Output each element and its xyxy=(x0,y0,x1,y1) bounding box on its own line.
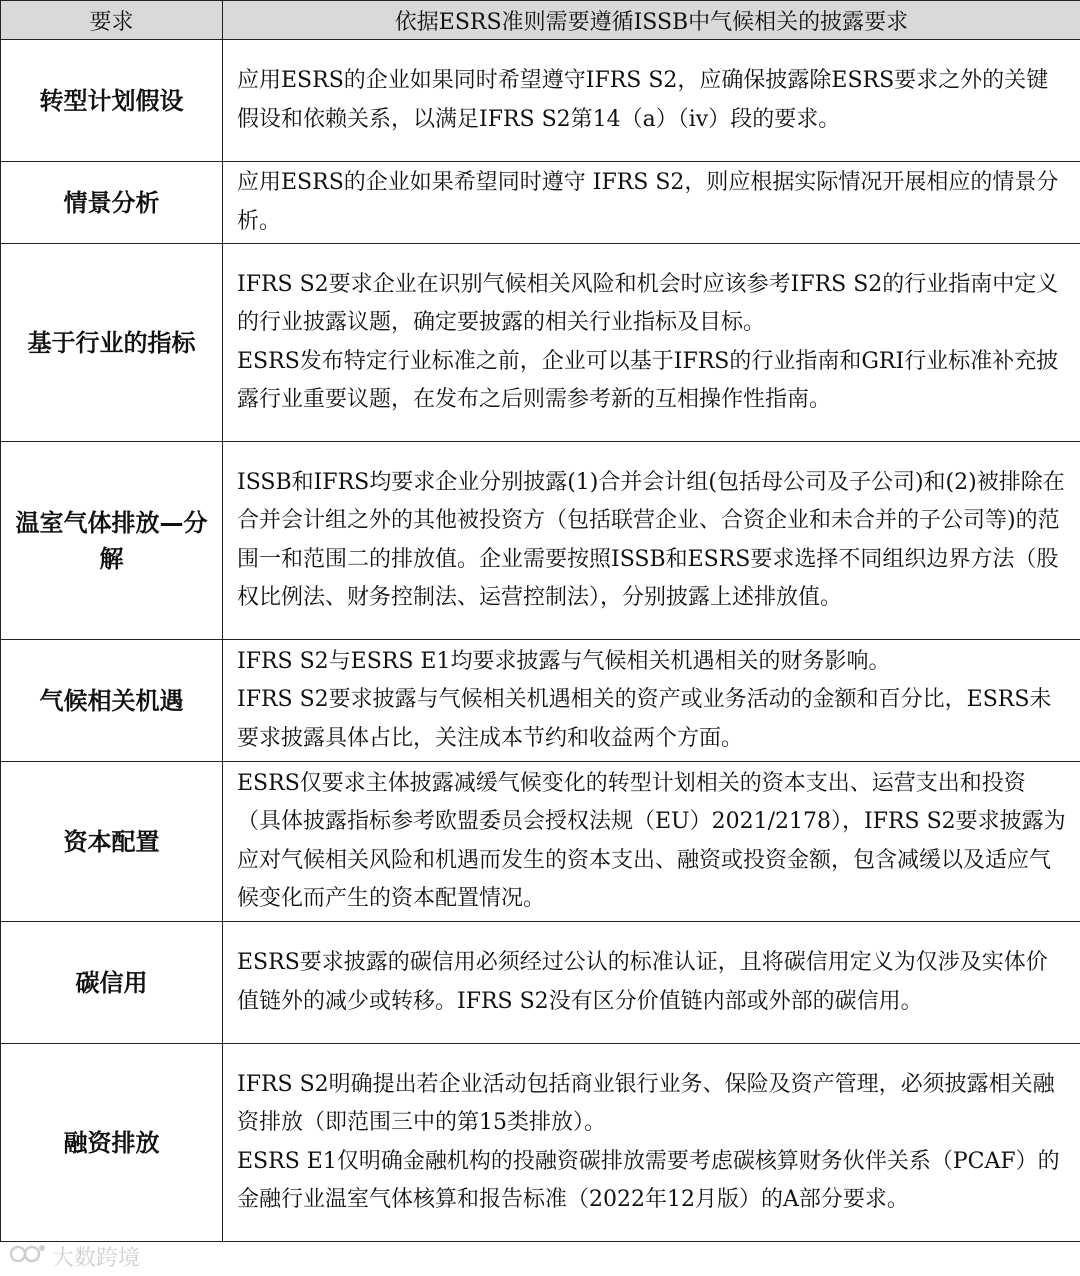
row-paragraph: ESRS发布特定行业标准之前，企业可以基于IFRS的行业指南和GRI行业标准补充披露行业重要议题，在发布之后则需参考新的互相操作性指南。 xyxy=(237,348,1059,412)
row-paragraph: IFRS S2明确提出若企业活动包括商业银行业务、保险及资产管理，必须披露相关融资排放（即范围三中的第15类排放）。 xyxy=(237,1071,1055,1135)
row-paragraph: 应用ESRS的企业如果同时希望遵守IFRS S2，应确保披露除ESRS要求之外的关键假设和依赖关系，以满足IFRS S2第14（a）（iv）段的要求。 xyxy=(237,68,1049,132)
table-row xyxy=(1,762,1080,922)
header-requirement: 要求 xyxy=(1,1,223,40)
row-paragraph: ESRS要求披露的碳信用必须经过公认的标准认证，且将碳信用定义为仅涉及实体价值链外的减少或转移。IFRS S2没有区分价值链内部或外部的碳信用。 xyxy=(237,950,1048,1014)
row-paragraph: ISSB和IFRS均要求企业分别披露(1)合并会计组(包括母公司及子公司)和(2)被排除在合并会计组之外的其他被投资方（包括联营企业、合资企业和未合并的子公司等)的范围一和范围二的排放值。企业需要按照ISSB和ESRS要求选择不同组织边界方法（股权比例法、财务控制法、运营控制法），分别披露上述排放值。 xyxy=(237,469,1065,610)
table-row xyxy=(1,922,1080,1044)
watermark xyxy=(8,1240,140,1272)
row-requirement: 转型计划假设 xyxy=(1,40,223,162)
row-description xyxy=(223,244,1080,442)
row-requirement: 温室气体排放—分解 xyxy=(1,442,223,640)
row-requirement: 情景分析 xyxy=(1,162,223,244)
row-paragraph: 应用ESRS的企业如果希望同时遵守 IFRS S2，则应根据实际情况开展相应的情景分析。 xyxy=(237,170,1059,234)
row-paragraph: IFRS S2要求披露与气候相关机遇相关的资产或业务活动的金额和百分比，ESRS未要求披露具体占比，关注成本节约和收益两个方面。 xyxy=(237,687,1052,751)
row-description xyxy=(223,640,1080,762)
watermark-logo-icon xyxy=(8,1240,48,1272)
row-description xyxy=(223,1044,1080,1242)
table-row xyxy=(1,1044,1080,1242)
row-requirement: 碳信用 xyxy=(1,922,223,1044)
row-description xyxy=(223,922,1080,1044)
table-row xyxy=(1,640,1080,762)
row-description xyxy=(223,162,1080,244)
row-requirement: 资本配置 xyxy=(1,762,223,922)
row-requirement: 融资排放 xyxy=(1,1044,223,1242)
table-row xyxy=(1,244,1080,442)
row-description xyxy=(223,762,1080,922)
row-paragraph: ESRS仅要求主体披露减缓气候变化的转型计划相关的资本支出、运营支出和投资（具体披露指标参考欧盟委员会授权法规（EU）2021/2178），IFRS S2要求披露为应对气候相关风险和机遇而发生的资本支出、融资或投资金额，包含减缓以及适应气候变化而产生的资本配置情况。 xyxy=(237,770,1066,911)
table-row xyxy=(1,442,1080,640)
row-paragraph: IFRS S2与ESRS E1均要求披露与气候相关机遇相关的财务影响。 xyxy=(237,648,891,674)
row-paragraph: IFRS S2要求企业在识别气候相关风险和机会时应该参考IFRS S2的行业指南中定义的行业披露议题，确定要披露的相关行业指标及目标。 xyxy=(237,271,1059,335)
row-paragraph: ESRS E1仅明确金融机构的投融资碳排放需要考虑碳核算财务伙伴关系（PCAF）的金融行业温室气体核算和报告标准（2022年12月版）的A部分要求。 xyxy=(237,1148,1060,1212)
table-row xyxy=(1,162,1080,244)
row-requirement: 气候相关机遇 xyxy=(1,640,223,762)
row-description xyxy=(223,40,1080,162)
table-header-row xyxy=(1,1,1080,40)
row-description xyxy=(223,442,1080,640)
row-requirement: 基于行业的指标 xyxy=(1,244,223,442)
watermark-text: 大数跨境 xyxy=(52,1245,141,1271)
table-row xyxy=(1,40,1080,162)
header-disclosure: 依据ESRS准则需要遵循ISSB中气候相关的披露要求 xyxy=(223,1,1080,40)
